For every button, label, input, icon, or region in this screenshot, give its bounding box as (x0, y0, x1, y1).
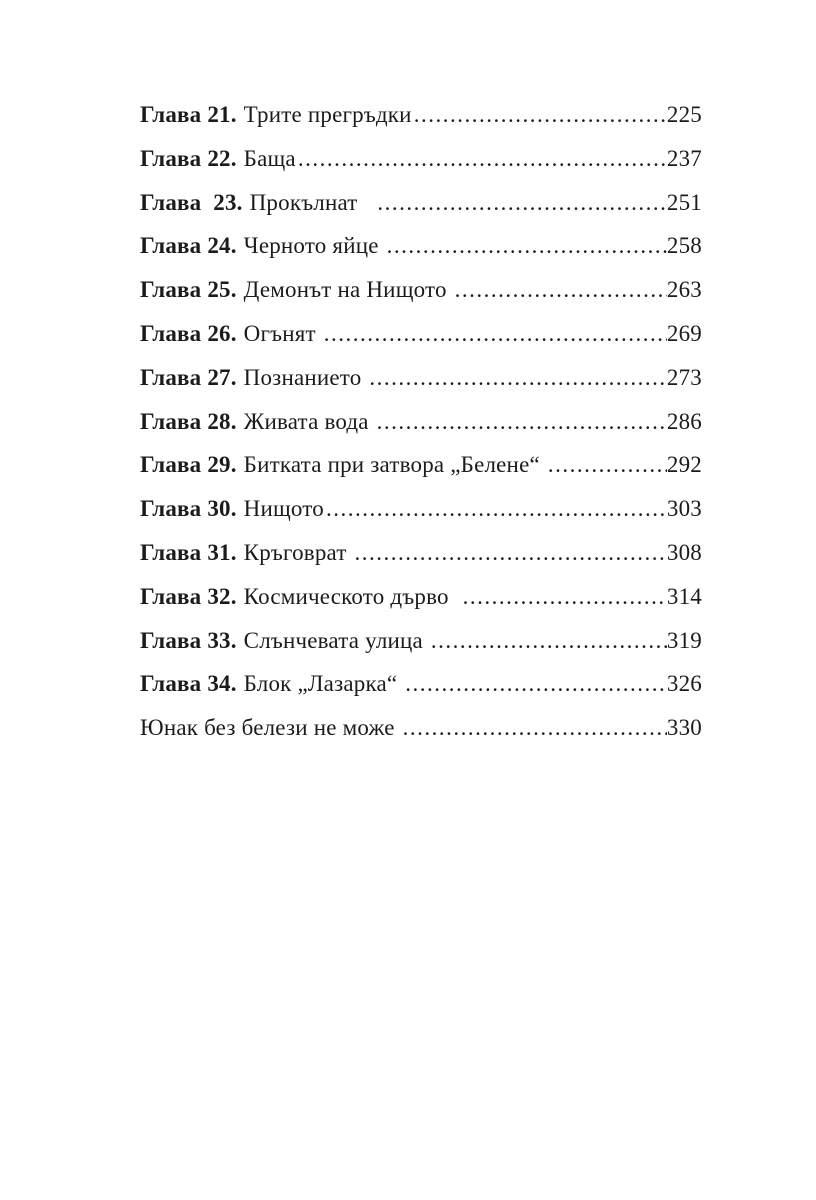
page-number: 314 (666, 583, 702, 609)
toc-entry (140, 706, 702, 750)
dot-leader (326, 487, 667, 531)
toc-entry (140, 181, 702, 225)
toc-entry (140, 619, 702, 663)
chapter-title: Огънят (243, 320, 322, 346)
page-number: 330 (666, 715, 702, 741)
toc-entry (140, 268, 702, 312)
toc-entry (140, 662, 702, 706)
dot-leader (387, 224, 667, 268)
page-number: 237 (666, 145, 702, 171)
chapter-title: Познанието (243, 364, 368, 390)
dot-leader (324, 312, 667, 356)
chapter-label: Глава 29. (140, 452, 237, 478)
page-number: 292 (666, 452, 702, 478)
chapter-label: Глава 24. (140, 233, 237, 259)
toc-entry (140, 93, 702, 137)
chapter-title: Демонът на Нищото (243, 277, 453, 303)
toc-entry (140, 575, 702, 619)
dot-leader (414, 93, 667, 137)
page-number: 273 (666, 364, 702, 390)
page-number: 225 (666, 102, 702, 127)
toc-entry (140, 443, 702, 487)
chapter-title: Космическото дърво (243, 583, 461, 609)
chapter-title: Живата вода (243, 408, 375, 434)
page-number: 303 (666, 496, 702, 522)
toc-entry (140, 312, 702, 356)
page-number: 319 (666, 627, 702, 653)
chapter-title: Баща (243, 145, 296, 171)
chapter-label: Глава 21. (140, 102, 237, 127)
chapter-title: Нищото (243, 496, 324, 522)
chapter-label: Глава 32. (140, 583, 237, 609)
chapter-title: Слънчевата улица (243, 627, 429, 653)
page-number: 258 (666, 233, 702, 259)
page-number: 269 (666, 320, 702, 346)
toc-entry (140, 137, 702, 181)
chapter-label: Глава 30. (140, 496, 237, 522)
page-number: 251 (666, 189, 702, 215)
page-number: 308 (666, 539, 702, 565)
toc-entry (140, 487, 702, 531)
chapter-label: Глава 23. (140, 189, 243, 215)
chapter-title: Трите прегръдки (243, 102, 412, 127)
page-number: 286 (666, 408, 702, 434)
chapter-title: Юнак без белези не може (140, 715, 401, 741)
dot-leader (403, 706, 667, 750)
chapter-title: Черното яйце (243, 233, 385, 259)
dot-leader (455, 268, 667, 312)
page-number: 326 (666, 671, 702, 697)
chapter-title: Битката при затвора „Белене“ (243, 452, 546, 478)
toc-list (140, 93, 702, 750)
dot-leader (298, 137, 667, 181)
dot-leader (548, 443, 667, 487)
dot-leader (463, 575, 667, 619)
chapter-title: Прокълнат (249, 189, 376, 215)
dot-leader (355, 531, 667, 575)
dot-leader (431, 619, 667, 663)
chapter-label: Глава 28. (140, 408, 237, 434)
toc-entry (140, 531, 702, 575)
chapter-label: Глава 34. (140, 671, 237, 697)
chapter-label: Глава 27. (140, 364, 237, 390)
chapter-label: Глава 22. (140, 145, 237, 171)
chapter-title: Блок „Лазарка“ (243, 671, 404, 697)
toc-entry (140, 224, 702, 268)
chapter-label: Глава 31. (140, 539, 237, 565)
page-number: 263 (666, 277, 702, 303)
toc-entry (140, 400, 702, 444)
dot-leader (405, 662, 667, 706)
dot-leader (369, 356, 666, 400)
toc-entry (140, 356, 702, 400)
chapter-label: Глава 33. (140, 627, 237, 653)
dot-leader (377, 181, 666, 225)
chapter-title: Кръговрат (243, 539, 353, 565)
chapter-label: Глава 25. (140, 277, 237, 303)
dot-leader (377, 400, 667, 444)
chapter-label: Глава 26. (140, 320, 237, 346)
